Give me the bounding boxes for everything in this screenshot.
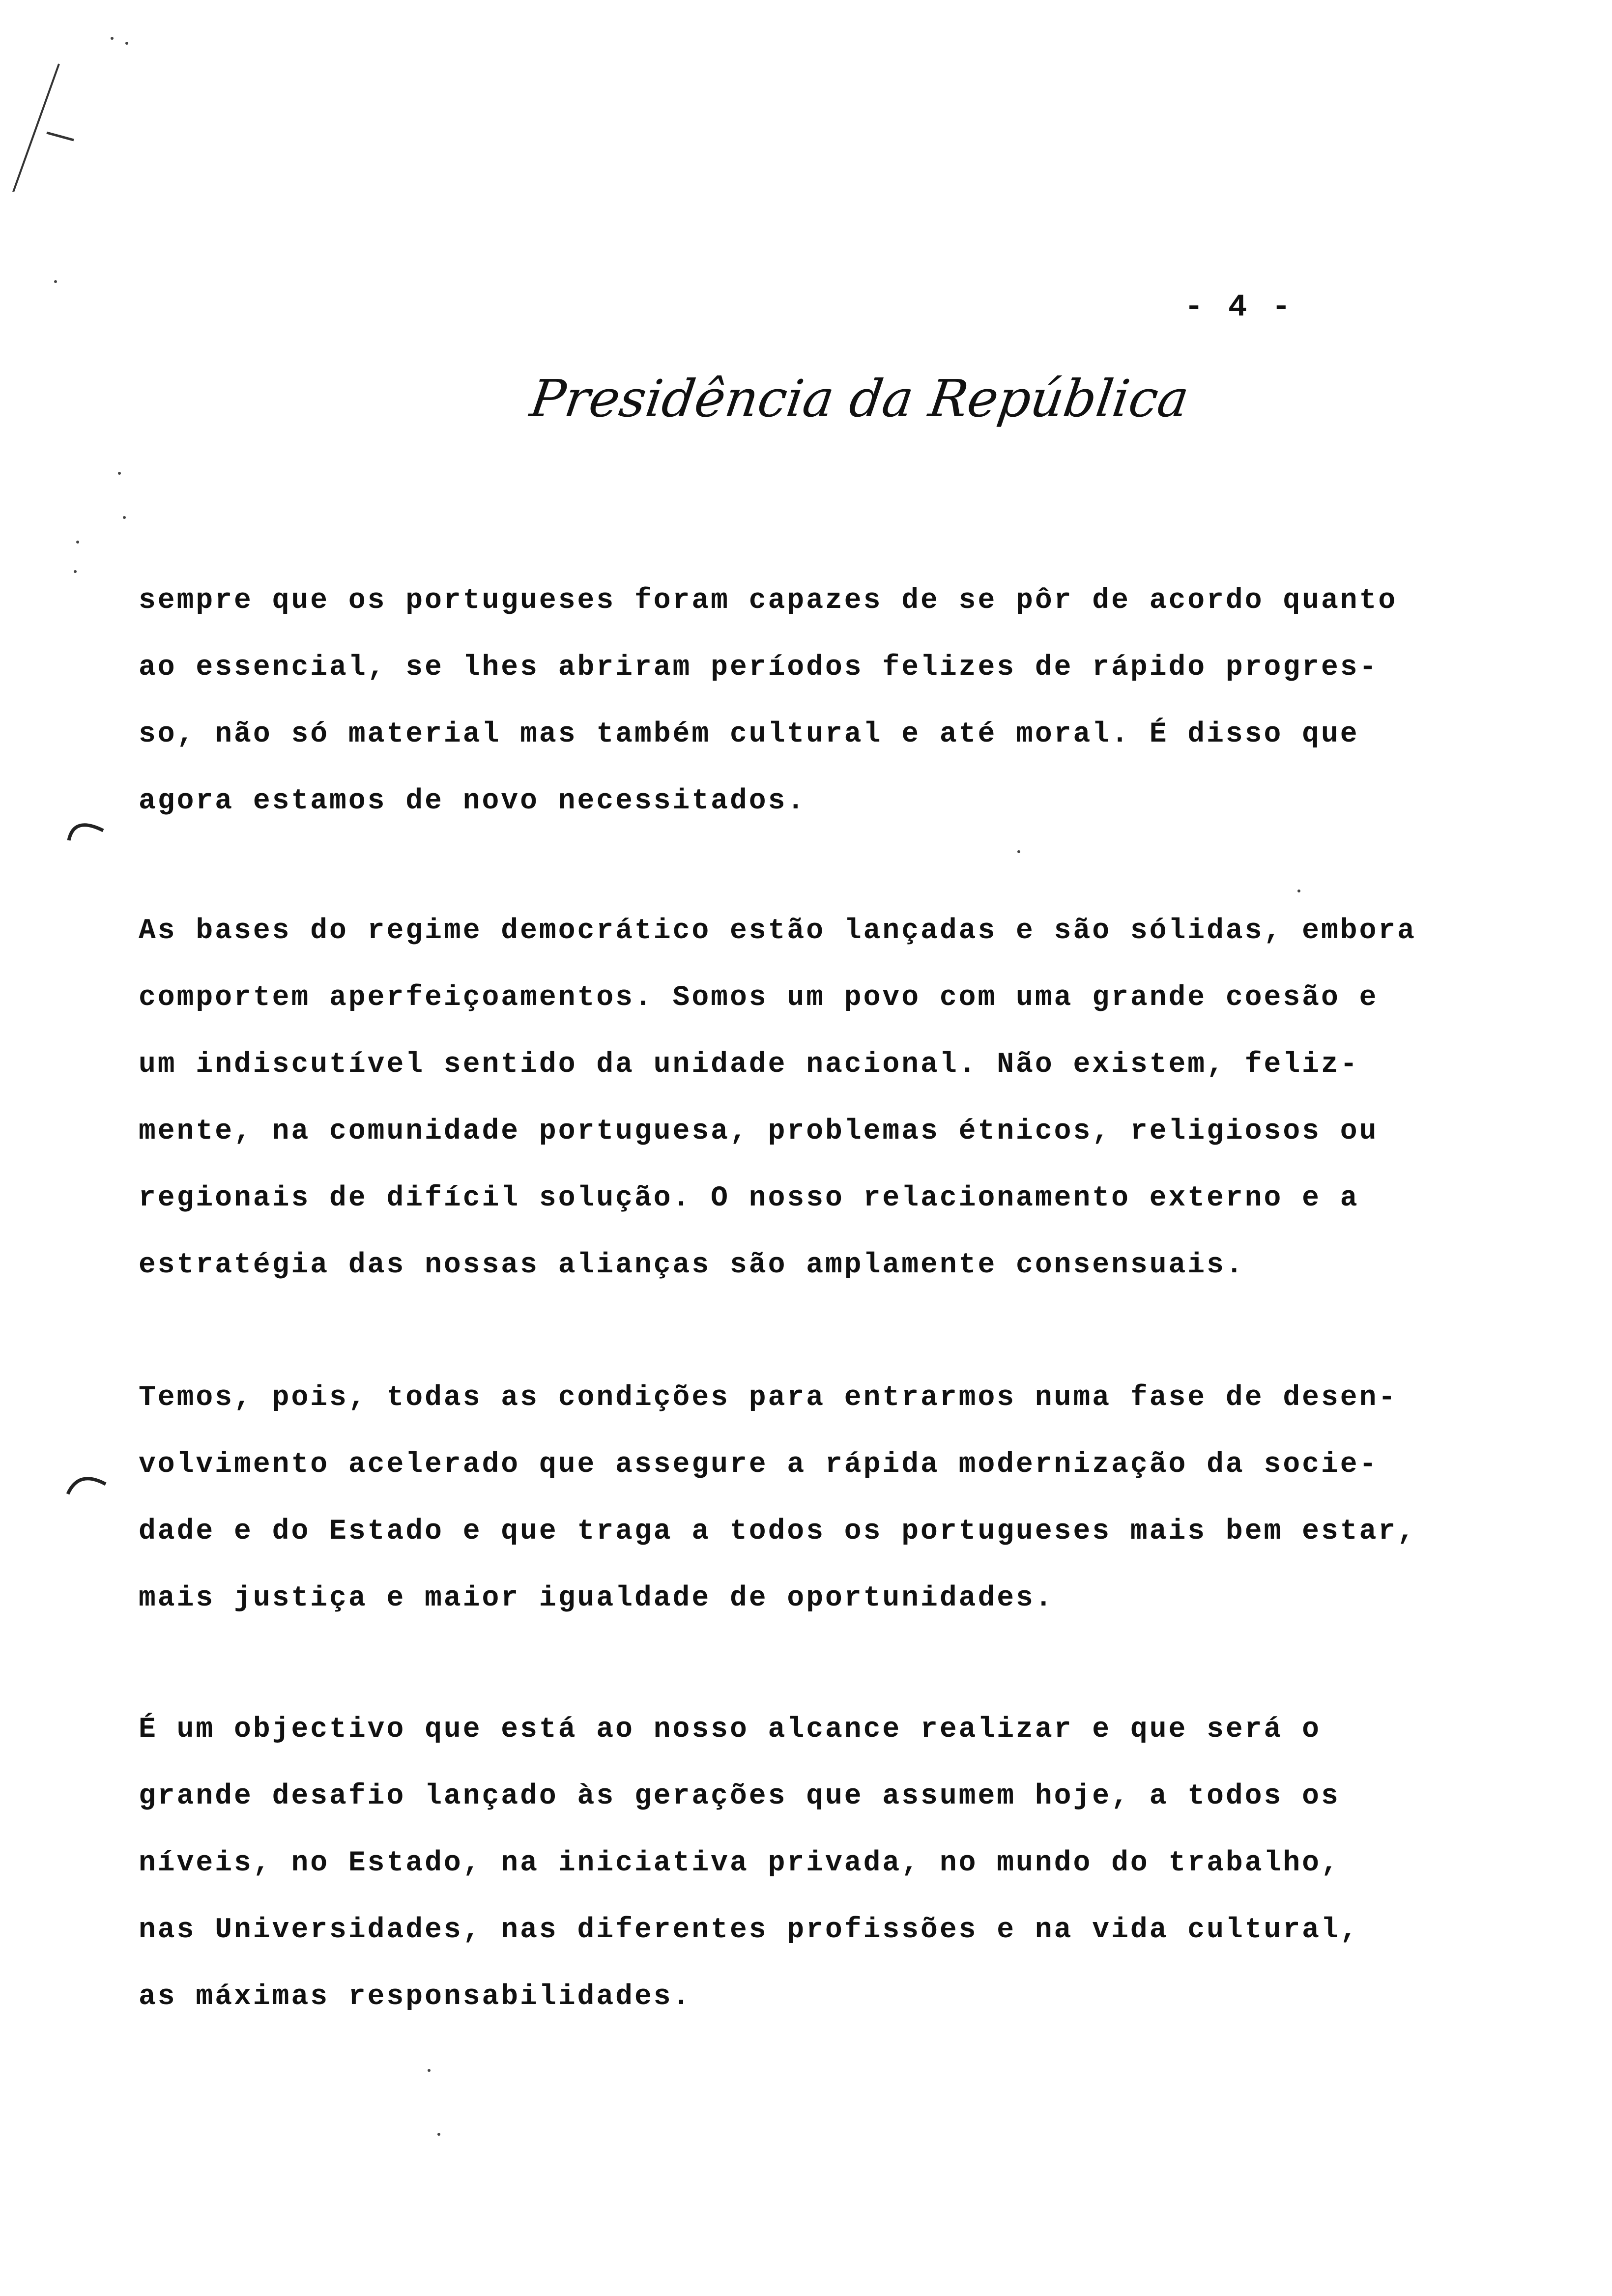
scan-speck	[437, 2133, 440, 2136]
scan-speck	[125, 42, 128, 45]
paragraph-1	[139, 568, 1466, 835]
scan-speck	[428, 2069, 431, 2072]
text-line: comportem aperfeiçoamentos. Somos um povo com uma grande coesão e	[139, 982, 1379, 1014]
page-number: - 4 -	[1184, 290, 1294, 325]
text-line: sempre que os portugueses foram capazes de se pôr de acordo quanto	[139, 585, 1398, 617]
text-line: regionais de difícil solução. O nosso relacionamento externo e a	[139, 1182, 1359, 1214]
text-line: níveis, no Estado, na iniciativa privada, no mundo do trabalho,	[139, 1847, 1340, 1879]
margin-bracket-mark	[64, 811, 108, 845]
paragraph-2	[139, 898, 1466, 1299]
text-line: nas Universidades, nas diferentes profissões e na vida cultural,	[139, 1914, 1359, 1946]
text-line: mente, na comunidade portuguesa, problemas étnicos, religiosos ou	[139, 1116, 1379, 1148]
text-line: As bases do regime democrático estão lançadas e são sólidas, embora	[139, 915, 1416, 947]
text-line: as máximas responsabilidades.	[139, 1981, 692, 2013]
text-line: dade e do Estado e que traga a todos os portugueses mais bem estar,	[139, 1516, 1416, 1548]
scan-speck	[74, 570, 77, 573]
text-line: volvimento acelerado que assegure a rápida modernização da socie-	[139, 1449, 1379, 1481]
text-line: estratégia das nossas alianças são amplamente consensuais.	[139, 1249, 1245, 1281]
paragraph-4	[139, 1696, 1466, 2031]
letterhead-title: Presidência da República	[526, 369, 1193, 429]
text-line: É um objectivo que está ao nosso alcance realizar e que será o	[139, 1714, 1321, 1746]
text-line: um indiscutível sentido da unidade nacional. Não existem, feliz-	[139, 1049, 1359, 1081]
margin-pen-stroke	[0, 44, 88, 192]
margin-bracket-mark	[64, 1464, 108, 1499]
text-line: mais justiça e maior igualdade de oportunidades.	[139, 1582, 1054, 1614]
scan-speck	[54, 280, 57, 283]
text-line: agora estamos de novo necessitados.	[139, 785, 806, 817]
scan-speck	[111, 37, 114, 40]
paragraph-3	[139, 1365, 1466, 1632]
scan-speck	[1017, 850, 1020, 853]
text-line: grande desafio lançado às gerações que assumem hoje, a todos os	[139, 1780, 1340, 1812]
scan-speck	[118, 472, 121, 475]
scan-speck	[1297, 890, 1300, 892]
text-line: Temos, pois, todas as condições para entrarmos numa fase de desen-	[139, 1382, 1398, 1414]
text-line: ao essencial, se lhes abriram períodos felizes de rápido progres-	[139, 652, 1379, 684]
text-line: so, não só material mas também cultural e até moral. É disso que	[139, 718, 1359, 750]
scan-speck	[123, 516, 126, 519]
scan-speck	[76, 541, 79, 544]
